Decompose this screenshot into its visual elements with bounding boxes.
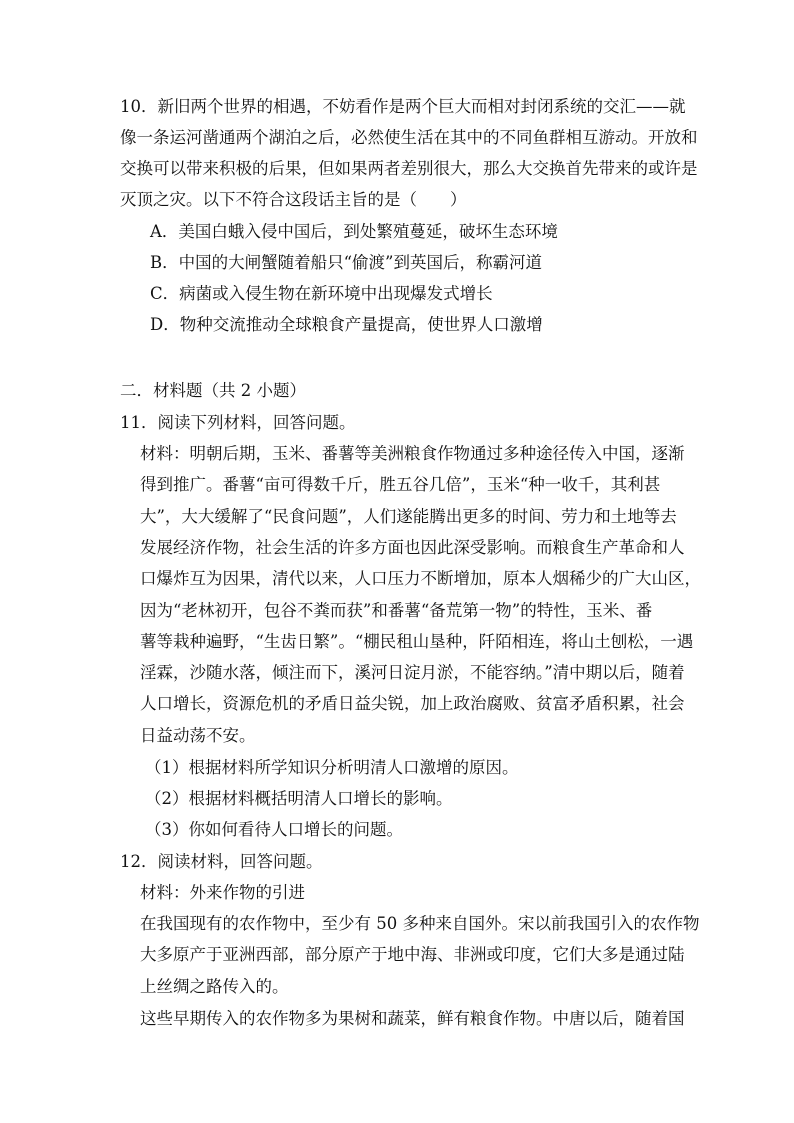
q10-option-b[interactable]: B．中国的大闸蟹随着船只“偷渡”到英国后，称霸河道 xyxy=(150,253,542,272)
q12-material-title: 材料：外来作物的引进 xyxy=(140,883,305,902)
q10-stem-line-2: 像一条运河凿通两个湖泊之后，必然使生活在其中的不同鱼群相互游动。开放和 xyxy=(120,128,698,147)
q11-material-line-4: 发展经济作物，社会生活的许多方面也因此深受影响。而粮食生产革命和人 xyxy=(140,538,685,557)
q11-material-line-1: 材料：明朝后期，玉米、番薯等美洲粮食作物通过多种途径传入中国，逐渐 xyxy=(140,444,685,463)
q12-paragraph-line-3: 上丝绸之路传入的。 xyxy=(140,977,289,996)
q10-stem-line-4: 灭顶之灾。以下不符合这段话主旨的是（ ） xyxy=(120,190,467,209)
q10-stem-line-1: 10．新旧两个世界的相遇，不妨看作是两个巨大而相对封闭系统的交汇——就 xyxy=(120,97,686,116)
q11-stem: 11．阅读下列材料，回答问题。 xyxy=(120,413,356,432)
q11-material-line-10: 日益动荡不安。 xyxy=(140,726,256,745)
q11-subquestion-3: （3）你如何看待人口增长的问题。 xyxy=(145,820,403,839)
section-heading: 二．材料题（共 2 小题） xyxy=(120,381,306,400)
q12-paragraph-line-2: 大多原产于亚洲西部，部分原产于地中海、非洲或印度，它们大多是通过陆 xyxy=(140,945,685,964)
q10-option-c[interactable]: C．病菌或入侵生物在新环境中出现爆发式增长 xyxy=(150,284,493,303)
q12-stem: 12．阅读材料，回答问题。 xyxy=(120,852,323,871)
q11-material-line-7: 薯等栽种遍野，“生齿日繁”。“棚民租山垦种，阡陌相连，将山土刨松，一遇 xyxy=(140,632,694,651)
q12-paragraph-line-1: 在我国现有的农作物中，至少有 50 多种来自国外。宋以前我国引入的农作物 xyxy=(140,914,700,933)
q10-option-d[interactable]: D．物种交流推动全球粮食产量提高，使世界人口激增 xyxy=(150,315,543,334)
q11-subquestion-1: （1）根据材料所学知识分析明清人口激增的原因。 xyxy=(145,758,519,777)
q12-paragraph-line-4: 这些早期传入的农作物多为果树和蔬菜，鲜有粮食作物。中唐以后，随着国 xyxy=(140,1009,685,1028)
q11-material-line-2: 得到推广。番薯“亩可得数千斤，胜五谷几倍”，玉米“种一收千，其利甚 xyxy=(140,475,661,494)
q11-material-line-5: 口爆炸互为因果，清代以来，人口压力不断增加，原本人烟稀少的广大山区， xyxy=(140,569,701,588)
q10-option-a[interactable]: A．美国白蛾入侵中国后，到处繁殖蔓延，破坏生态环境 xyxy=(150,222,558,241)
q11-material-line-3: 大”，大大缓解了“民食问题”，人们遂能腾出更多的时间、劳力和土地等去 xyxy=(140,507,677,526)
q10-stem-line-3: 交换可以带来积极的后果，但如果两者差别很大，那么大交换首先带来的或许是 xyxy=(120,159,698,178)
q11-subquestion-2: （2）根据材料概括明清人口增长的影响。 xyxy=(145,789,453,808)
q11-material-line-6: 因为“老林初开，包谷不粪而获”和番薯“备荒第一物”的特性，玉米、番 xyxy=(140,601,653,620)
q11-material-line-9: 人口增长，资源危机的矛盾日益尖锐，加上政治腐败、贫富矛盾积累，社会 xyxy=(140,694,685,713)
q11-material-line-8: 淫霖，沙随水落，倾注而下，溪河日淀月淤，不能容纳。”清中期以后，随着 xyxy=(140,663,685,682)
